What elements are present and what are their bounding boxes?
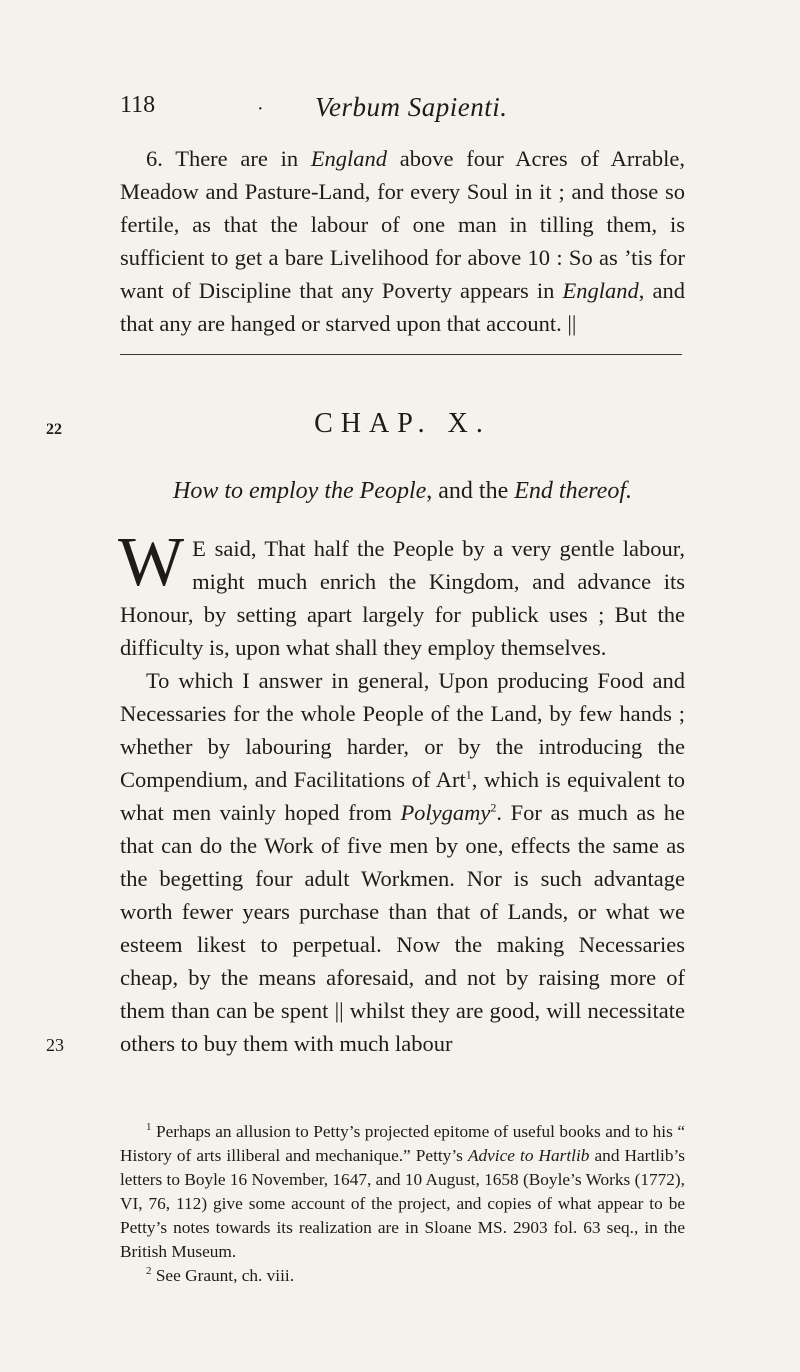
chapter-subtitle-part: How to employ the People [173,478,427,504]
body-text: , which is equivalent to what men vainly hoped from [120,767,685,825]
footnote-1 [120,1120,685,1264]
body-paragraph-1 [118,524,685,664]
drop-cap-continuation: E [192,536,207,561]
running-header [120,92,680,132]
chapter-subtitle-part: End thereof. [514,478,632,504]
margin-page-marker: 23 [46,1035,64,1055]
body-text: . For as much as he that can do the Work of five men by one, effects the same as the begetting four adult Workmen. Nor is such advantage worth fewer years purchase than that of Lands, or what we esteem likest to perpetual. Now the making Necessaries cheap, by the means aforesaid, and not by raising more of them than can be spent || whilst they are good, will necessitate others to buy them with much labour [120,800,685,1056]
footnote-text: Perhaps an allusion to Petty’s projected epitome of useful books and to his “ History of arts illiberal and mechanique.” Petty’s [120,1122,685,1165]
paragraph-6-lead: 6. There are in [146,146,311,171]
place-name: England [310,146,388,171]
running-title: Verbum Sapienti. [315,92,508,122]
footnote-ref-2[interactable]: 2 [490,800,497,815]
page-number: 118 [120,92,156,118]
paragraph-6-text: above four Acres of Arrable, Meadow and Pasture-Land, for every Soul in it ; and those so fertile, as that the labour of one man in tilling them, is sufficient to get a bare Livelihood for above 10 : So as ’tis for want of Discipline that any Poverty appears in [120,146,685,303]
footnote-text: and Hartlib’s letters to Boyle 16 November, 1647, and 10 August, 1658 (Boyle’s Works (1772), VI, 76, 112) give some account of the project, and copies of what appear to be Petty’s notes towards its realization are in Sloane MS. 2903 fol. 63 seq., in the British Museum. [120,1146,686,1261]
margin-page-marker: 22 [46,421,62,438]
footnote-title: Advice to Hartlib [467,1146,590,1165]
footnote-mark: 1 [146,1121,152,1134]
italic-term: Polygamy [400,800,491,825]
body-paragraph-1-text: said, That half the People by a very gentle labour, might much enrich the Kingdom, and advance its Honour, by setting apart largely for publick uses ; But the difficulty is, upon what shall they employ themselves. [120,536,685,660]
footnote-2 [120,1264,685,1288]
drop-cap: W [118,524,185,601]
section-divider [120,354,682,355]
header-dot: · [257,98,264,120]
body-text: To which I answer in general, Upon producing Food and Necessaries for the whole People of the Land, by few hands ; whether by labouring harder, or by the introducing the Compendium, and Facilitations of Art [120,668,685,792]
paragraph-6 [120,142,685,340]
paragraph-6-text-end: , and that any are hanged or starved upon that account. || [120,278,685,336]
chapter-body [118,524,685,1060]
footnote-mark: 2 [146,1265,152,1278]
footnote-text: See Graunt, ch. viii. [151,1266,295,1285]
chapter-subtitle-part: , and the [426,478,515,504]
place-name: England [562,278,639,303]
chapter-subtitle [120,478,685,505]
body-paragraph-2 [120,664,685,1060]
footnotes [120,1120,685,1288]
footnote-ref-1[interactable]: 1 [465,767,472,782]
chapter-heading: CHAP. X. [314,408,491,439]
